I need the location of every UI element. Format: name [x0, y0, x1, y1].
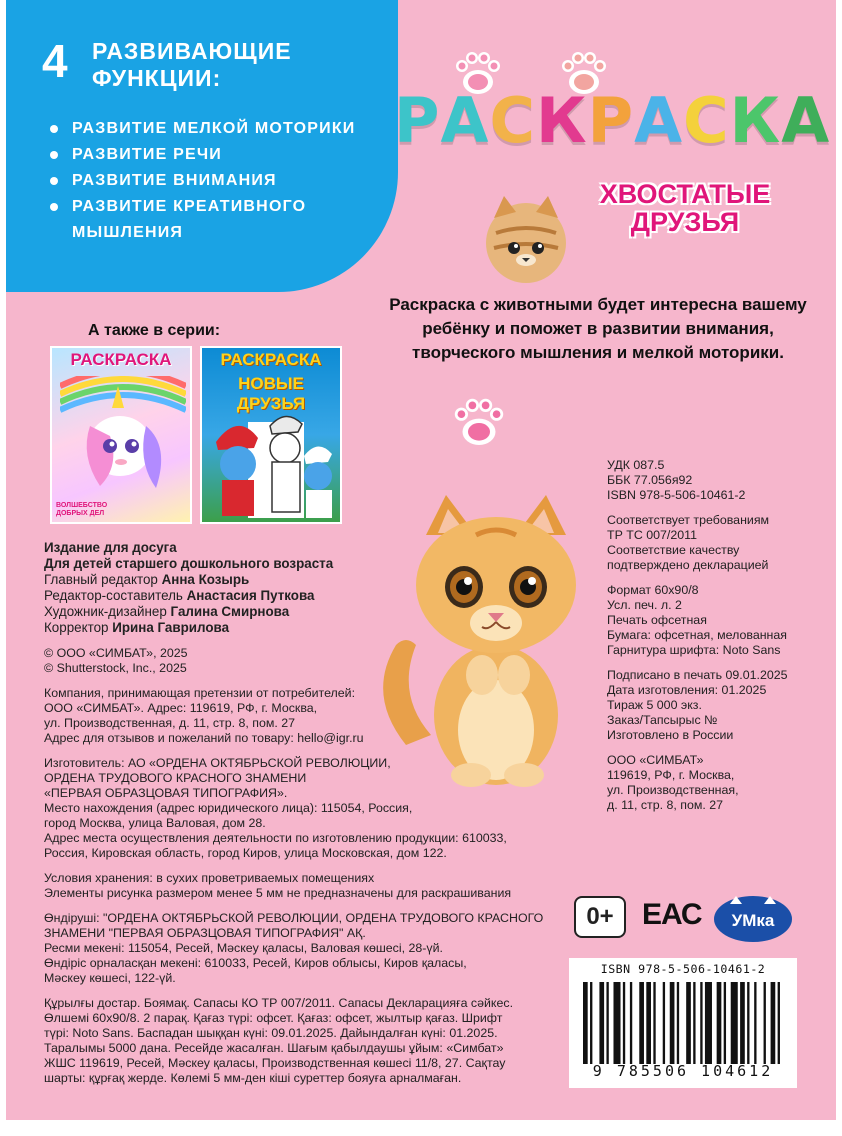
- credit-role: Главный редактор: [44, 572, 162, 587]
- manufacturer-line: Адрес места осуществления деятельности по изготовлению продукции: 610033,: [44, 831, 507, 845]
- imprint-leisure: Издание для досуга: [44, 540, 177, 555]
- function-item: РАЗВИТИЕ ВНИМАНИЯ: [46, 168, 386, 194]
- kazakh-line: Мәскеу көшесі, 122-үй.: [44, 971, 176, 985]
- publisher-line: ООО «СИМБАТ»: [607, 753, 704, 767]
- series-book-title: РАСКРАСКА: [70, 350, 172, 369]
- udk-line: УДК 087.5: [607, 458, 665, 472]
- publisher-line: д. 11, стр. 8, пом. 27: [607, 798, 724, 812]
- coloring-book-title: [394, 86, 830, 156]
- manufacturer-line: ОРДЕНА ТРУДОВОГО КРАСНОГО ЗНАМЕНИ: [44, 771, 307, 785]
- functions-panel: [6, 0, 398, 292]
- book-description: Раскраска с животными будет интересна вашему ребёнку и поможет в развитии внимания, творческого мышления и мелкой моторики.: [389, 295, 807, 362]
- kazakh-line: Ресми мекені: 115054, Ресей, Мәскеу қаласы, Валовая көшесі, 28-үй.: [44, 941, 443, 955]
- print-line: Дата изготовления: 01.2025: [607, 683, 767, 697]
- functions-number: 4: [42, 35, 68, 87]
- subtitle-line1: ХВОСТАТЫЕ: [599, 179, 771, 209]
- back-cover: [6, 0, 836, 1120]
- spec-line: Гарнитура шрифта: Noto Sans: [607, 643, 781, 657]
- function-item: РАЗВИТИЕ РЕЧИ: [46, 142, 386, 168]
- kazakh-line: Өндіріс орналасқан мекені: 610033, Ресей, Киров облысы, Киров қаласы,: [44, 956, 467, 970]
- cat-ball-illustration: [476, 188, 576, 288]
- manufacturer-line: «ПЕРВАЯ ОБРАЗЦОВАЯ ТИПОГРАФИЯ».: [44, 786, 288, 800]
- kazakh-spec-line: Құрылғы достар. Боямақ. Сапасы КО ТР 007/2011. Сапасы Декларацияға сәйкес.: [44, 996, 514, 1010]
- kazakh-line: Өндіруші: "ОРДЕНА ОКТЯБРЬСКОЙ РЕВОЛЮЦИИ, ОРДЕНА ТРУДОВОГО КРАСНОГО: [44, 911, 544, 925]
- series-book-caption: ВОЛШЕБСТВО ДОБРЫХ ДЕЛ: [56, 502, 108, 517]
- imprint-right: [607, 458, 807, 813]
- functions-title-line2: ФУНКЦИИ:: [92, 65, 222, 91]
- paw-print-icon: [446, 390, 512, 456]
- age-rating-badge: 0+: [574, 896, 626, 938]
- title-letter: С: [683, 84, 730, 157]
- conformity-line: подтверждено декларацией: [607, 558, 769, 572]
- kazakh-line: ЗНАМЕНИ "ПЕРВАЯ ОБРАЗЦОВАЯ ТИПОГРАФИЯ" АҚ.: [44, 926, 366, 940]
- function-item: РАЗВИТИЕ КРЕАТИВНОГО МЫШЛЕНИЯ: [46, 194, 386, 246]
- credit-name: Анастасия Путкова: [186, 588, 315, 603]
- kazakh-spec-line: ЖШС 119619, Ресей, Мәскеу қаласы, Производственная көшесі 11/8, 27. Сақтау: [44, 1056, 506, 1070]
- kazakh-spec-line: түрі: Noto Sans. Баспадан шыққан күні: 09.01.2025. Дайындалған күні: 01.2025.: [44, 1026, 498, 1040]
- storage-line: Элементы рисунка размером менее 5 мм не предназначены для раскрашивания: [44, 886, 512, 900]
- spec-line: Усл. печ. л. 2: [607, 598, 682, 612]
- series-book-subtitle: НОВЫЕ ДРУЗЬЯ: [236, 374, 306, 413]
- title-letter: А: [440, 84, 490, 157]
- title-letter: К: [729, 84, 782, 157]
- umka-logo-icon: [712, 890, 794, 944]
- series-label: А также в серии:: [88, 322, 221, 339]
- conformity-line: Соответствие качеству: [607, 543, 740, 557]
- storage-line: Условия хранения: в сухих проветриваемых помещениях: [44, 871, 375, 885]
- credit-name: Анна Козырь: [161, 572, 250, 587]
- credit-role: Редактор-составитель: [44, 588, 187, 603]
- credit-role: Художник-дизайнер: [44, 604, 171, 619]
- series-book-unicorn: [50, 346, 192, 524]
- functions-title: [92, 38, 292, 92]
- copyright-line: © Shutterstock, Inc., 2025: [44, 661, 187, 675]
- book-subtitle: [590, 180, 780, 236]
- bbk-line: ББК 77.056я92: [607, 473, 693, 487]
- copyright-line: © ООО «СИМБАТ», 2025: [44, 646, 188, 660]
- publisher-line: ул. Производственная,: [607, 783, 739, 797]
- barcode-bars: [583, 982, 787, 1064]
- barcode-digits: 9 785506 104612: [592, 1062, 774, 1080]
- title-letter: Р: [394, 84, 441, 157]
- kazakh-spec-line: Өлшемі 60x90/8. 2 парақ. Қағаз түрі: офсет. Қағаз: офсет, жылтыр қағаз. Шрифт: [44, 1011, 503, 1025]
- publisher-line: 119619, РФ, г. Москва,: [607, 768, 735, 782]
- spec-line: Формат 60x90/8: [607, 583, 699, 597]
- unicorn-illustration: [60, 376, 186, 494]
- isbn-line: ISBN 978-5-506-10461-2: [607, 488, 746, 502]
- print-line: Подписано в печать 09.01.2025: [607, 668, 788, 682]
- spec-line: Бумага: офсетная, мелованная: [607, 628, 787, 642]
- barcode-isbn: ISBN 978-5-506-10461-2: [600, 962, 766, 976]
- conformity-line: ТР ТС 007/2011: [607, 528, 697, 542]
- umka-logo-text: УМка: [731, 911, 775, 930]
- title-letter: Р: [587, 84, 635, 157]
- title-letter: А: [634, 84, 684, 157]
- print-line: Изготовлено в России: [607, 728, 734, 742]
- claims-line: Компания, принимающая претензии от потребителей:: [44, 686, 356, 700]
- credit-role: Корректор: [44, 620, 113, 635]
- series-book-smurfs: [200, 346, 342, 524]
- function-item: РАЗВИТИЕ МЕЛКОЙ МОТОРИКИ: [46, 116, 386, 142]
- kazakh-spec-line: Таралымы 5000 дана. Ресейде жасалған. Шағым қабылдаушы ұйым: «Симбат»: [44, 1041, 504, 1055]
- print-line: Заказ/Тапсырыс №: [607, 713, 718, 727]
- title-letter: С: [489, 84, 536, 157]
- title-letter: К: [535, 84, 588, 157]
- manufacturer-line: Россия, Кировская область, город Киров, улица Московская, дом 122.: [44, 846, 447, 860]
- kitten-illustration: [376, 495, 606, 795]
- manufacturer-line: Место нахождения (адрес юридического лица): 115054, Россия,: [44, 801, 413, 815]
- credit-name: Галина Смирнова: [170, 604, 290, 619]
- subtitle-line2: ДРУЗЬЯ: [630, 207, 740, 237]
- manufacturer-line: город Москва, улица Валовая, дом 28.: [44, 816, 266, 830]
- conformity-line: Соответствует требованиям: [607, 513, 770, 527]
- smurf-illustration: [208, 402, 338, 520]
- eac-mark: ЕАС: [642, 898, 702, 931]
- functions-title-line1: РАЗВИВАЮЩИЕ: [92, 38, 292, 64]
- title-letter: А: [781, 84, 831, 157]
- credit-name: Ирина Гаврилова: [112, 620, 230, 635]
- series-book-title: РАСКРАСКА: [220, 350, 322, 369]
- barcode-block: [569, 958, 797, 1088]
- spec-line: Печать офсетная: [607, 613, 707, 627]
- claims-line: ООО «СИМБАТ». Адрес: 119619, РФ, г. Москва,: [44, 701, 318, 715]
- functions-list: [46, 116, 386, 246]
- claims-line: ул. Производственная, д. 11, стр. 8, пом. 27: [44, 716, 296, 730]
- manufacturer-line: Изготовитель: АО «ОРДЕНА ОКТЯБРЬСКОЙ РЕВОЛЮЦИИ,: [44, 756, 391, 770]
- imprint-age-group: Для детей старшего дошкольного возраста: [44, 556, 334, 571]
- claims-line: Адрес для отзывов и пожеланий по товару: hello@igr.ru: [44, 731, 364, 745]
- print-line: Тираж 5 000 экз.: [607, 698, 702, 712]
- kazakh-spec-line: шарты: құрғақ жерде. Көлемі 5 мм-ден кіші суреттер бояуға арналмаған.: [44, 1071, 462, 1085]
